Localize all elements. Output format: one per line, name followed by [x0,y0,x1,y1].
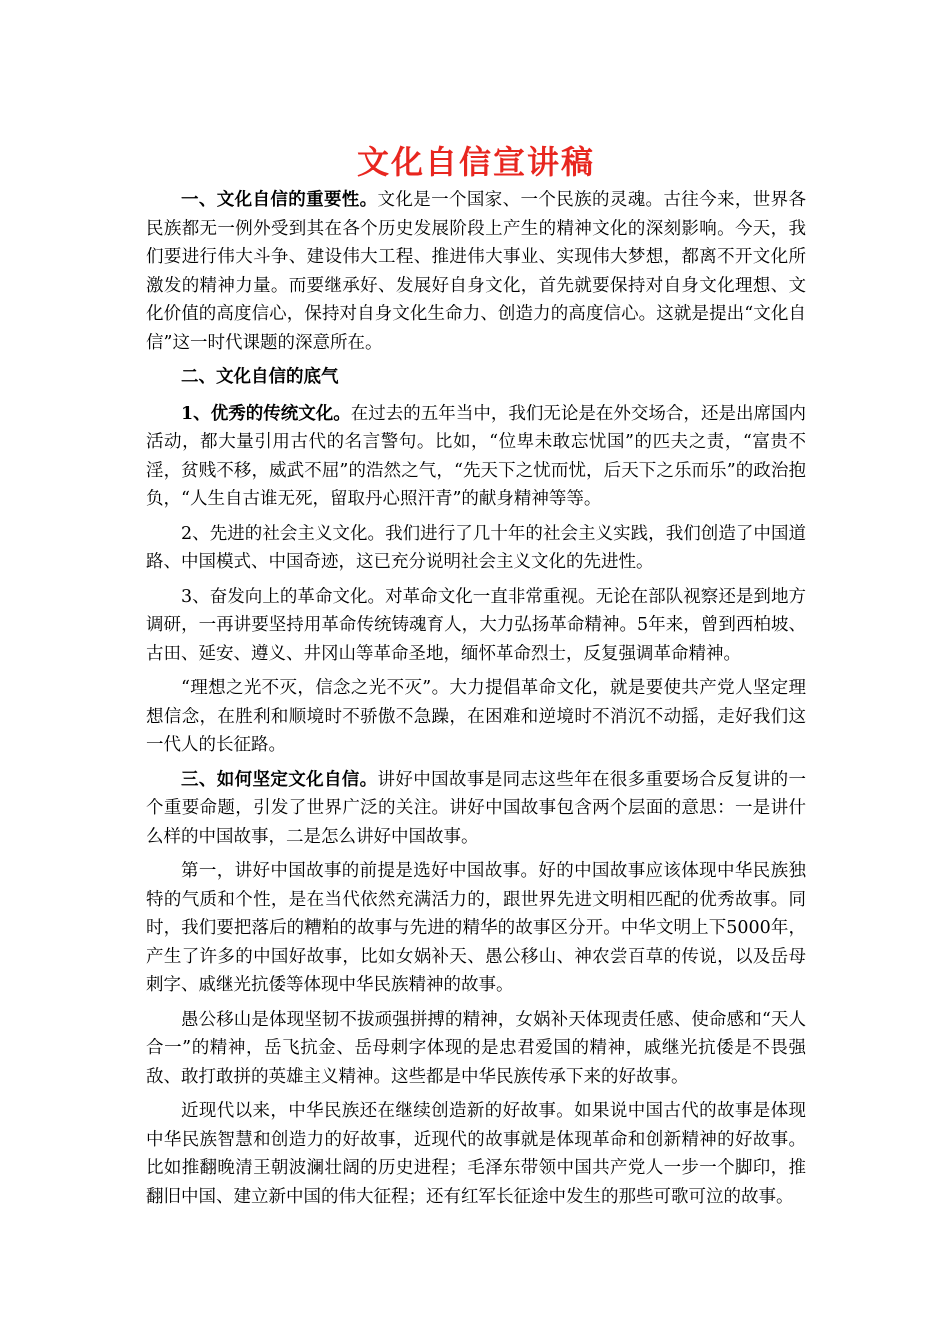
paragraph-revolutionary-culture [146,583,806,669]
paragraph-text: 近现代以来，中华民族还在继续创造新的好故事。如果说中国古代的故事是体现中华民族智慧和创造力的好故事，近现代的故事就是体现革命和创新精神的好故事。比如推翻晚清王朝波澜壮阔的历史进程；毛泽东带领中国共产党人一步一个脚印，推翻旧中国、建立新中国的伟大征程；还有红军长征途中发生的那些可歌可泣的故事。 [146,1101,806,1207]
paragraph-text: 在过去的五年当中，我们无论是在外交场合，还是出席国内活动，都大量引用古代的名言警句。比如，“位卑未敢忘忧国”的匹夫之责，“富贵不淫，贫贱不移，威武不屈”的浩然之气，“先天下之忧而忧，后天下之乐而乐”的政治抱负，“人生自古谁无死，留取丹心照汗青”的献身精神等等。 [146,403,806,509]
paragraph-text: “理想之光不灭，信念之光不灭”。大力提倡革命文化，就是要使共产党人坚定理想信念，在胜利和顺境时不骄傲不急躁，在困难和逆境时不消沉不动摇，走好我们这一代人的长征路。 [146,678,806,755]
section-heading: 一、文化自信的重要性。 [181,190,378,210]
paragraph-first [146,857,806,1000]
paragraph-text: 3、奋发向上的革命文化。对革命文化一直非常重视。无论在部队视察还是到地方调研，一再讲要坚持用革命传统铸魂育人，大力弘扬革命精神。5年来，曾到西柏坡、古田、延安、遵义、井冈山等革命圣地，缅怀革命烈士，反复强调革命精神。 [146,586,806,664]
paragraph-text: 第一，讲好中国故事的前提是选好中国故事。好的中国故事应该体现中华民族独特的气质和个性，是在当代依然充满活力的，跟世界先进文明相匹配的优秀故事。同时，我们要把落后的糟粕的故事与先进的精华的故事区分开。中华文明上下5000年，产生了许多的中国好故事，比如女娲补天、愚公移山、神农尝百草的传说，以及岳母刺字、戚继光抗倭等体现中华民族精神的故事。 [146,861,806,995]
paragraph-ideals [146,674,806,760]
subsection-heading: 1、优秀的传统文化。 [181,403,351,424]
paragraph-text: 文化是一个国家、一个民族的灵魂。古往今来，世界各民族都无一例外受到其在各个历史发展阶段上产生的精神文化的深刻影响。今天，我们要进行伟大斗争、建设伟大工程、推进伟大事业、实现伟大梦想，都离不开文化所激发的精神力量。而要继承好、发展好自身文化，首先就要保持对自身文化理想、文化价值的高度信心，保持对自身文化生命力、创造力的高度信心。这就是提出“文化自信”这一时代课题的深意所在。 [146,190,807,353]
paragraph-text: 讲好中国故事是同志这些年在很多重要场合反复讲的一个重要命题，引发了世界广泛的关注。讲好中国故事包含两个层面的意思：一是讲什么样的中国故事，二是怎么讲好中国故事。 [146,769,807,847]
paragraph-modern-stories [146,1097,806,1211]
paragraph-how-to [146,766,806,852]
paragraph-stories-spirit [146,1006,806,1092]
paragraph-foundation-heading [146,363,806,392]
document-title: 文化自信宣讲稿 [356,143,595,181]
paragraph-text: 2、先进的社会主义文化。我们进行了几十年的社会主义实践，我们创造了中国道路、中国模式、中国奇迹，这已充分说明社会主义文化的先进性。 [146,523,806,572]
paragraph-text: 愚公移山是体现坚韧不拔顽强拼搏的精神，女娲补天体现责任感、使命感和“天人合一”的精神，岳飞抗金、岳母刺字体现的是忠君爱国的精神，戚继光抗倭是不畏强敌、敢打敢拼的英雄主义精神。这些都是中华民族传承下来的好故事。 [146,1009,806,1087]
paragraph-importance [146,186,806,357]
section-heading: 二、文化自信的底气 [181,367,339,387]
section-heading: 三、如何坚定文化自信。 [181,769,378,790]
paragraph-traditional-culture [146,400,806,514]
document-page [146,140,806,1217]
paragraph-socialist-culture [146,520,806,577]
